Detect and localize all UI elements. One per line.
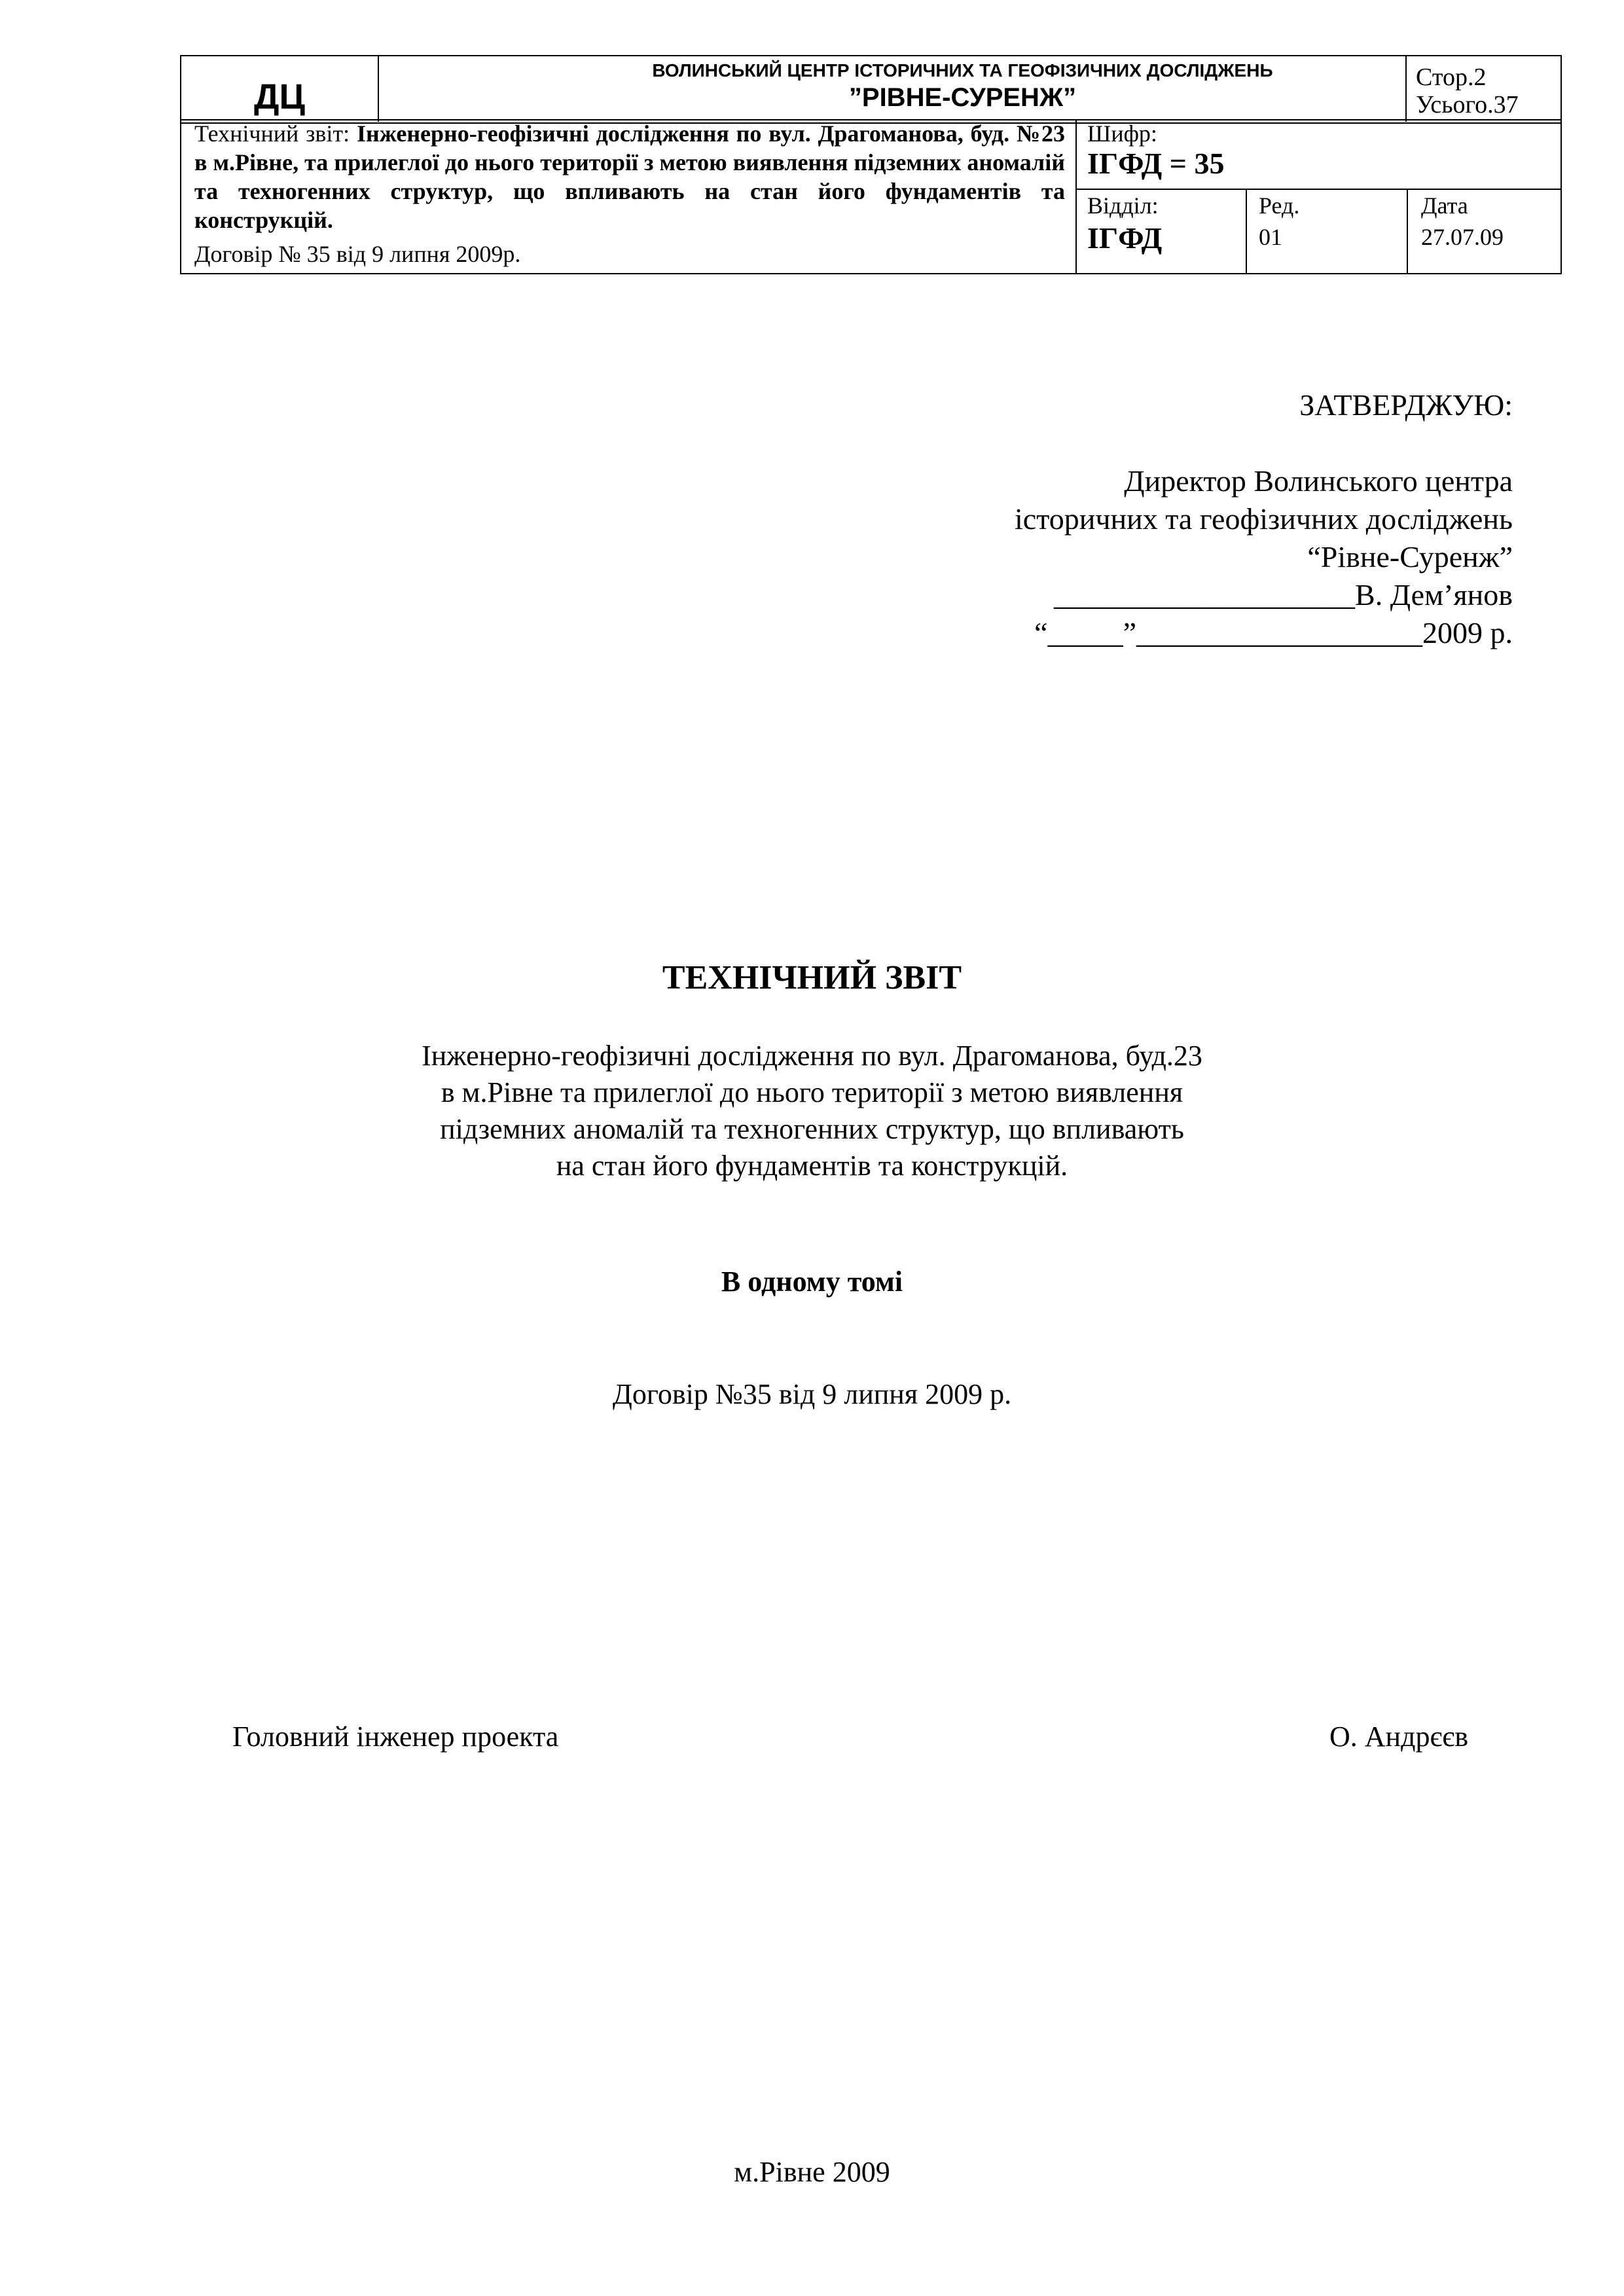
report-description — [194, 119, 1065, 234]
cipher-value: ІГФД = 35 — [1087, 147, 1225, 180]
place-year: м.Рівне 2009 — [734, 2156, 890, 2188]
approval-signature-line: ____________________В. Дем’янов — [1054, 578, 1513, 611]
department-label: Відділ: — [1087, 192, 1159, 219]
organization-name: ВОЛИНСЬКИЙ ЦЕНТР ІСТОРИЧНИХ ТА ГЕОФІЗИЧНИХ ДОСЛІДЖЕНЬ — [652, 60, 1273, 81]
document-title: ТЕХНІЧНИЙ ЗВІТ — [662, 959, 962, 996]
approval-line: історичних та геофізичних досліджень — [1015, 502, 1513, 536]
signature-role: Головний інженер проекта — [232, 1721, 559, 1753]
subject-line: Інженерно-геофізичні дослідження по вул. Драгоманова, буд.23 — [422, 1040, 1202, 1072]
contract-reference: Договір № 35 від 9 липня 2009р. — [194, 241, 521, 267]
approval-block — [793, 386, 1513, 652]
divider — [1075, 189, 1561, 190]
contract-line: Договір №35 від 9 липня 2009 р. — [612, 1378, 1012, 1410]
title-block — [180, 55, 1562, 274]
date-label: Дата — [1421, 192, 1468, 219]
approval-line: Директор Волинського центра — [1124, 464, 1513, 498]
approval-line: “Рівне-Суренж” — [1307, 540, 1513, 574]
page-number: Стор.2 — [1416, 64, 1487, 91]
subject-line: підземних аномалій та техногенних структур, що впливають — [440, 1113, 1184, 1145]
document-code: ДЦ — [254, 77, 305, 117]
document-subject — [0, 1038, 1624, 1184]
revision-label: Ред. — [1259, 192, 1300, 219]
subject-line: в м.Рівне та прилеглої до нього території з метою виявлення — [441, 1076, 1183, 1108]
cipher-label: Шифр: — [1087, 120, 1157, 147]
approval-heading: ЗАТВЕРДЖУЮ: — [1299, 388, 1513, 422]
revision-value: 01 — [1259, 224, 1282, 250]
subject-line: на стан його фундаментів та конструкцій. — [556, 1150, 1068, 1182]
approval-date-line: “_____”___________________2009 р. — [1034, 616, 1513, 649]
department-value: ІГФД — [1087, 221, 1163, 255]
report-label: Технічний звіт: — [194, 120, 350, 147]
volume-note: В одному томі — [721, 1266, 903, 1298]
page-total: Усього.37 — [1416, 91, 1519, 118]
date-value: 27.07.09 — [1421, 224, 1504, 250]
signature-name: О. Андрєєв — [1329, 1721, 1468, 1753]
organization-brand: ”РІВНЕ-СУРЕНЖ” — [848, 83, 1077, 112]
report-subject: Інженерно-геофізичні дослідження по вул. Драгоманова, буд. №23 в м.Рівне, та прилеглої до нього території з метою виявлення підземних аномалій та техногенних структур, що впливають на стан його фундаментів та конструкцій. — [194, 120, 1066, 233]
